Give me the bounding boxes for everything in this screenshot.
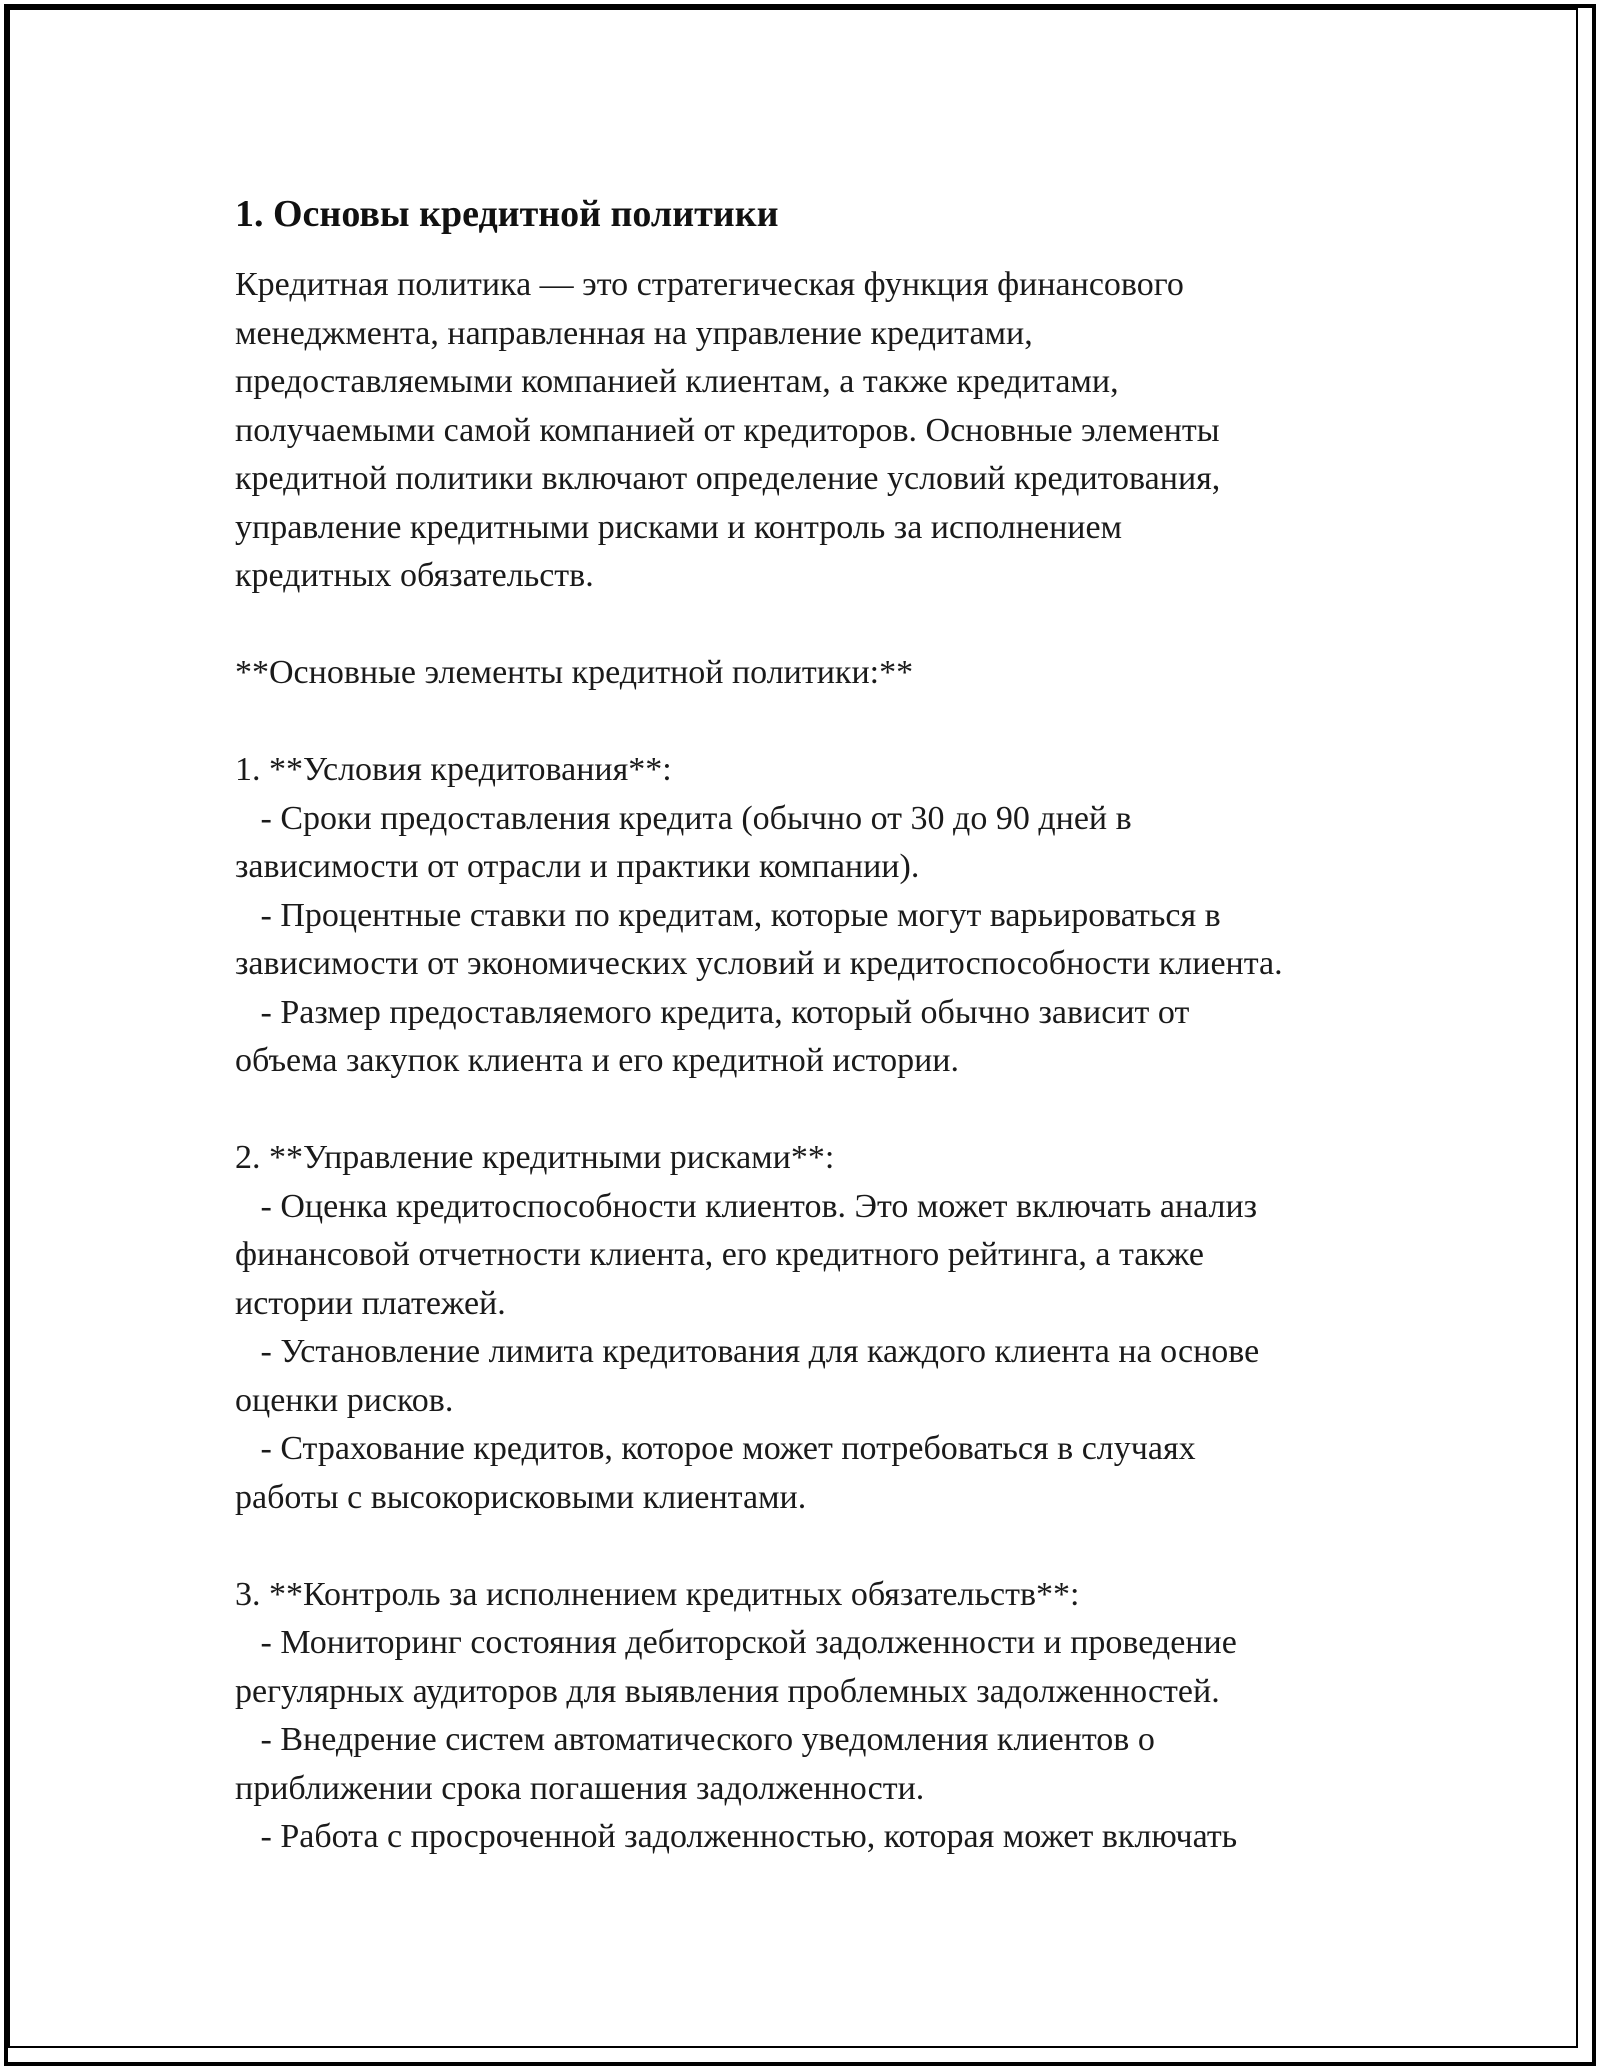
text-line: - Размер предоставляемого кредита, который обычно зависит от <box>235 993 1190 1031</box>
blank-line <box>235 698 1435 747</box>
text-block <box>235 261 1435 1862</box>
text-line: - Мониторинг состояния дебиторской задолженности и проведение <box>235 1624 1237 1661</box>
list-item-heading: 1. **Условия кредитования**: <box>235 751 672 788</box>
text-line: оценки рисков. <box>235 1381 454 1419</box>
text-line: Кредитная политика — это стратегическая функция финансового <box>235 266 1184 303</box>
text-line: - Установление лимита кредитования для каждого клиента на основе <box>235 1333 1260 1370</box>
text-line: **Основные элементы кредитной политики:** <box>235 654 914 691</box>
text-line: объема закупок клиента и его кредитной истории. <box>235 1042 959 1079</box>
blank-line <box>235 1086 1435 1135</box>
text-line: зависимости от экономических условий и кредитоспособности клиента. <box>235 945 1283 982</box>
text-line: - Оценка кредитоспособности клиентов. Это может включать анализ <box>235 1187 1258 1225</box>
text-line: предоставляемыми компанией клиентам, а также кредитами, <box>235 363 1119 400</box>
blank-line <box>235 601 1435 650</box>
text-line: регулярных аудиторов для выявления проблемных задолженностей. <box>235 1672 1220 1710</box>
text-line: - Внедрение систем автоматического уведомления клиентов о <box>235 1721 1155 1758</box>
text-line: - Работа с просроченной задолженностью, которая может включать <box>235 1818 1238 1855</box>
text-line: получаемыми самой компанией от кредиторов. Основные элементы <box>235 411 1220 449</box>
list-item-heading: 3. **Контроль за исполнением кредитных обязательств**: <box>235 1575 1080 1613</box>
section-heading: 1. Основы кредитной политики <box>235 193 779 235</box>
text-line: менеджмента, направленная на управление кредитами, <box>235 314 1033 352</box>
text-line: - Сроки предоставления кредита (обычно от 30 до 90 дней в <box>235 799 1132 837</box>
blank-line <box>235 1522 1435 1571</box>
text-line: работы с высокорисковыми клиентами. <box>235 1478 807 1516</box>
text-line: истории платежей. <box>235 1284 506 1322</box>
text-line: кредитной политики включают определение условий кредитования, <box>235 460 1221 497</box>
text-line: - Страхование кредитов, которое может потребоваться в случаях <box>235 1430 1196 1467</box>
text-line: управление кредитными рисками и контроль за исполнением <box>235 508 1123 546</box>
document-body <box>235 185 1435 1862</box>
text-line: финансовой отчетности клиента, его кредитного рейтинга, а также <box>235 1236 1204 1273</box>
text-line: - Процентные ставки по кредитам, которые могут варьироваться в <box>235 896 1221 934</box>
list-item-heading: 2. **Управление кредитными рисками**: <box>235 1139 835 1176</box>
text-line: зависимости от отрасли и практики компании). <box>235 848 920 885</box>
text-line: приближении срока погашения задолженности. <box>235 1769 925 1807</box>
text-line: кредитных обязательств. <box>235 557 594 594</box>
